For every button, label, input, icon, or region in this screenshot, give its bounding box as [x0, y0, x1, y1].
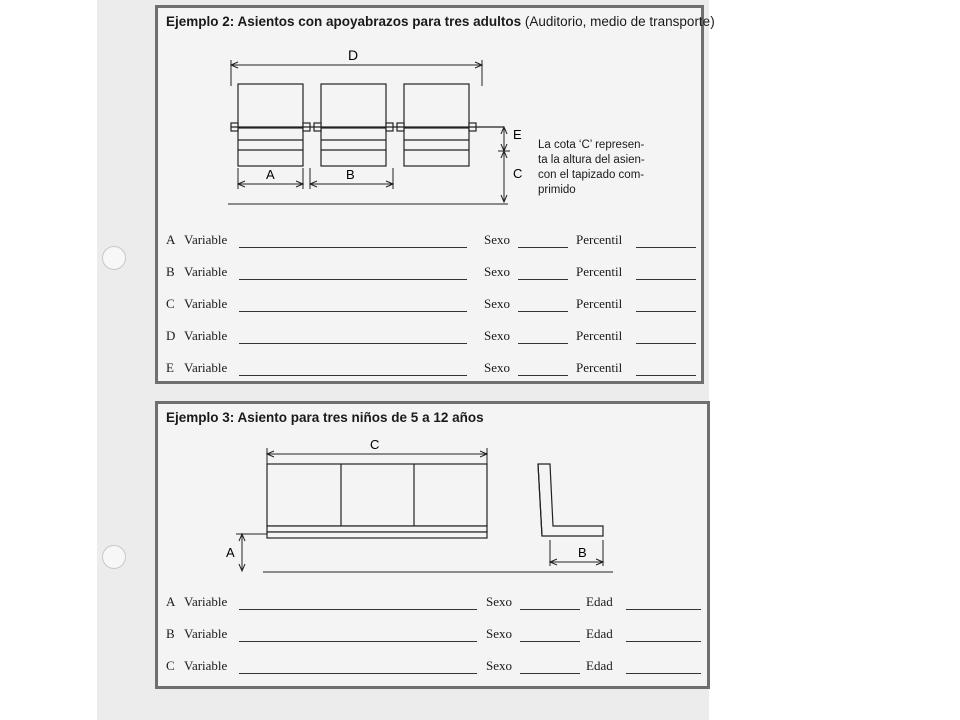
label-d: D [348, 47, 359, 63]
note-line-1: La cota ‘C’ represen- [538, 139, 645, 151]
variable-label: Variable [184, 594, 228, 609]
percentil-label: Percentil [576, 296, 623, 311]
dimension-d [231, 60, 482, 86]
sexo-answer-field[interactable] [520, 640, 580, 642]
percentil-label: Percentil [576, 328, 623, 343]
sexo-label: Sexo [486, 626, 512, 641]
edad-answer-field[interactable] [626, 672, 701, 674]
label-a: A [226, 545, 235, 560]
percentil-answer-field[interactable] [636, 310, 696, 312]
percentil-answer-field[interactable] [636, 246, 696, 248]
variable-answer-field[interactable] [239, 310, 467, 312]
label-c: C [513, 166, 523, 181]
percentil-label: Percentil [576, 264, 623, 279]
variable-label: Variable [184, 328, 228, 343]
variable-answer-field[interactable] [239, 246, 467, 248]
variable-label: Variable [184, 264, 228, 279]
dimension-note [538, 138, 645, 198]
percentil-answer-field[interactable] [636, 278, 696, 280]
percentil-label: Percentil [576, 232, 623, 247]
note-line-3: con el tapizado com- [538, 169, 645, 181]
dimension-b [550, 540, 603, 566]
sexo-label: Sexo [486, 658, 512, 673]
edad-label: Edad [586, 594, 613, 609]
sexo-answer-field[interactable] [518, 342, 568, 344]
dimension-a [236, 534, 613, 572]
row-letter: B [166, 626, 175, 641]
variable-label: Variable [184, 360, 228, 375]
sexo-answer-field[interactable] [518, 278, 568, 280]
sexo-label: Sexo [484, 232, 510, 247]
variable-answer-field[interactable] [239, 672, 477, 674]
sexo-answer-field[interactable] [520, 672, 580, 674]
row-letter: C [166, 296, 175, 311]
percentil-label: Percentil [576, 360, 623, 375]
edad-label: Edad [586, 658, 613, 673]
edad-answer-field[interactable] [626, 640, 701, 642]
percentil-answer-field[interactable] [636, 342, 696, 344]
sexo-label: Sexo [484, 360, 510, 375]
bench-top-view [267, 464, 487, 538]
variable-answer-field[interactable] [239, 374, 467, 376]
bench-side-view [538, 464, 603, 536]
row-letter: E [166, 360, 174, 375]
variable-answer-field[interactable] [239, 608, 477, 610]
sexo-answer-field[interactable] [518, 374, 568, 376]
note-line-2: ta la altura del asien- [538, 154, 645, 166]
note-line-4: primido [538, 184, 576, 196]
dimension-a-b [238, 168, 393, 189]
variable-label: Variable [184, 658, 228, 673]
label-a: A [266, 167, 275, 182]
label-e: E [513, 127, 522, 142]
sexo-label: Sexo [484, 296, 510, 311]
variable-label: Variable [184, 626, 228, 641]
example-3-title-main: Ejemplo 3: Asiento para tres niños de 5 a 12 años [166, 410, 484, 425]
sexo-answer-field[interactable] [518, 246, 568, 248]
label-b: B [578, 545, 587, 560]
variable-label: Variable [184, 296, 228, 311]
seats [231, 84, 504, 166]
row-letter: C [166, 658, 175, 673]
sexo-answer-field[interactable] [520, 608, 580, 610]
example-2-title-context: (Auditorio, medio de transporte) [521, 14, 715, 29]
row-letter: A [166, 594, 176, 609]
row-letter: B [166, 264, 175, 279]
variable-answer-field[interactable] [239, 640, 477, 642]
variable-answer-field[interactable] [239, 278, 467, 280]
binder-hole-bottom [102, 545, 126, 569]
percentil-answer-field[interactable] [636, 374, 696, 376]
edad-label: Edad [586, 626, 613, 641]
row-letter: A [166, 232, 176, 247]
example-3-box [155, 401, 710, 689]
variable-label: Variable [184, 232, 228, 247]
sexo-label: Sexo [484, 264, 510, 279]
variable-answer-field[interactable] [239, 342, 467, 344]
sexo-answer-field[interactable] [518, 310, 568, 312]
binder-hole-top [102, 246, 126, 270]
edad-answer-field[interactable] [626, 608, 701, 610]
children-bench-diagram [158, 404, 707, 584]
label-b: B [346, 167, 355, 182]
sexo-label: Sexo [486, 594, 512, 609]
sexo-label: Sexo [484, 328, 510, 343]
label-c: C [370, 437, 380, 452]
example-2-box [155, 5, 715, 384]
row-letter: D [166, 328, 176, 343]
example-2-title-main: Ejemplo 2: Asientos con apoyabrazos para tres adultos [166, 14, 522, 29]
